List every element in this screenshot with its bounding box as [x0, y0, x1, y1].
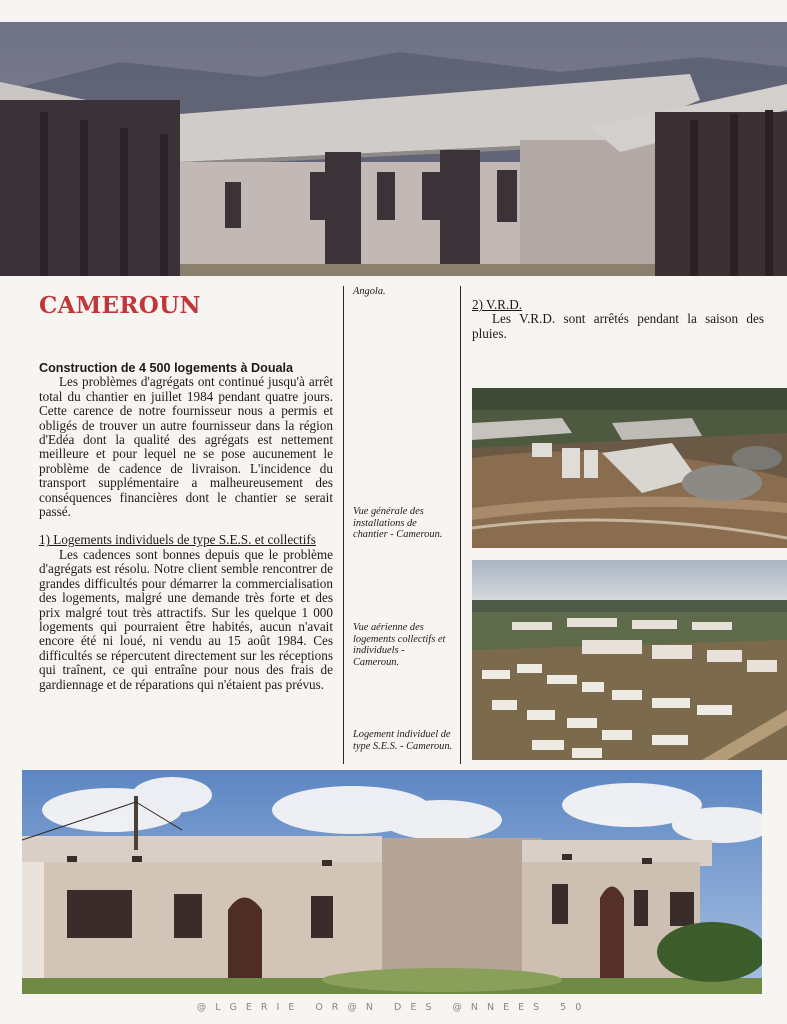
caption-angola: Angola. — [353, 286, 386, 297]
page-footer: @LGERIE OR@N DES @NNEES 50 — [196, 1002, 591, 1013]
photo-individual-house — [22, 770, 762, 994]
section1-heading: 1) Logements individuels de type S.E.S. et collectifs — [39, 532, 316, 548]
column-divider-left — [343, 286, 344, 764]
caption-individual-house: Logement individuel de type S.E.S. - Cameroun. — [353, 729, 453, 752]
section1-paragraph: Les cadences sont bonnes depuis que le problème d'agrégats est résolu. Notre client semble rencontrer de grandes difficultés pour démarrer la commercialisation des logements, malgré une demande très forte et des prix malgré tout très attractifs. Sur les quelque 1 000 logements qui pourraient être habités, aucun n'avait encore été ni loué, ni vendu au 15 août 1984. Ces difficultés se répercutent directement sur les réceptions qui traînent, ce qui entraîne pour nous des frais de gardiennage et de réparations qui n'étaient pas prévus. — [39, 546, 333, 692]
photo-site-installations — [472, 388, 787, 548]
right-article-column — [472, 298, 764, 341]
main-article-column — [39, 361, 333, 692]
column-divider-right — [460, 286, 461, 764]
section2-heading: 2) V.R.D. — [472, 297, 523, 312]
page-title: CAMEROUN — [39, 292, 201, 319]
article-intro-paragraph: Les problèmes d'agrégats ont continué jusqu'à arrêt total du chantier en juillet 1984 pendant quatre jours. Cette carence de notre fournisseur nous a permis et obligés de trouver un autre fournisseur dans la région d'Edéa dont la qualité des agrégats est nettement meilleure et pour lequel ne se pose aucunement le problème de cadence de livraison. L'incidence du transport supplémentaire a malheureusement des conséquences financières dont le chantier se serait passé. — [39, 374, 333, 520]
section2-paragraph: Les V.R.D. sont arrêtés pendant la saison des pluies. — [472, 311, 764, 341]
photo-aerial-housing — [472, 560, 787, 760]
article-heading: Construction de 4 500 logements à Douala — [39, 361, 294, 375]
caption-site-installations: Vue générale des installations de chantier - Cameroun. — [353, 506, 443, 541]
caption-aerial-view: Vue aérienne des logements collectifs et individuels - Cameroun. — [353, 622, 446, 668]
photo-angola-houses — [0, 22, 787, 276]
